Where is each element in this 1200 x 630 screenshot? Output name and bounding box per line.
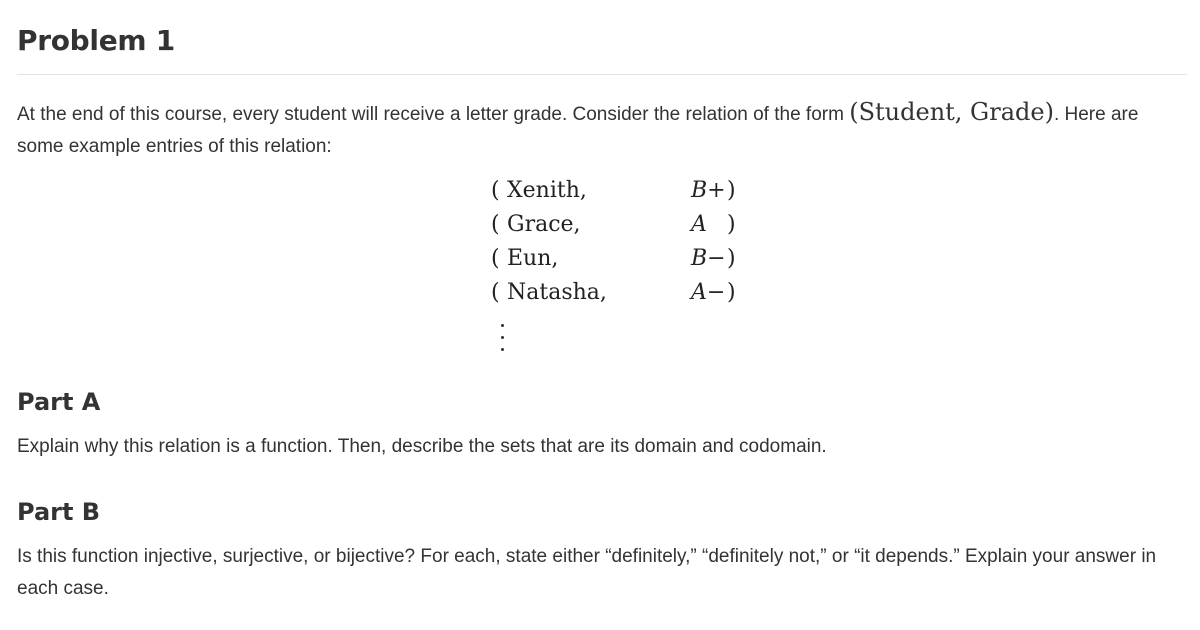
title-divider	[17, 74, 1187, 75]
relation-open-paren: (	[491, 178, 500, 203]
part-a-title: Part A	[17, 388, 101, 416]
intro-text-after: . Here are some example entries of this relation:	[17, 104, 1139, 157]
problem-title: Problem 1	[17, 24, 175, 57]
part-b-title: Part B	[17, 498, 101, 526]
relation-close-paren: )	[727, 280, 736, 305]
relation-close-paren: )	[727, 212, 736, 237]
relation-entries	[491, 178, 771, 378]
relation-grade: B+	[691, 178, 726, 203]
relation-close-paren: )	[727, 178, 736, 203]
relation-close-paren: )	[727, 246, 736, 271]
intro-text-before: At the end of this course, every student will receive a letter grade. Consider the relation of the form	[17, 104, 850, 125]
part-a-text: Explain why this relation is a function. Then, describe the sets that are its domain and codomain.	[17, 436, 827, 457]
relation-row	[491, 246, 771, 278]
part-b-text: Is this function injective, surjective, or bijective? For each, state either “definitely,” “definitely not,” or “it depends.” Explain your answer in each case.	[17, 546, 1157, 599]
relation-row	[491, 280, 771, 312]
relation-grade: B−	[691, 246, 726, 271]
relation-student: Eun,	[507, 246, 559, 271]
relation-row	[491, 178, 771, 210]
relation-grade: A	[691, 212, 707, 237]
problem-intro	[17, 96, 1187, 163]
relation-student: Natasha,	[507, 280, 607, 305]
relation-open-paren: (	[491, 212, 500, 237]
relation-open-paren: (	[491, 280, 500, 305]
relation-row	[491, 212, 771, 244]
relation-open-paren: (	[491, 246, 500, 271]
relation-student: Grace,	[507, 212, 581, 237]
relation-grade: A−	[691, 280, 726, 305]
relation-student: Xenith,	[507, 178, 587, 203]
vertical-ellipsis-icon	[499, 318, 507, 354]
intro-math-student-grade: (Student, Grade)	[849, 98, 1054, 126]
